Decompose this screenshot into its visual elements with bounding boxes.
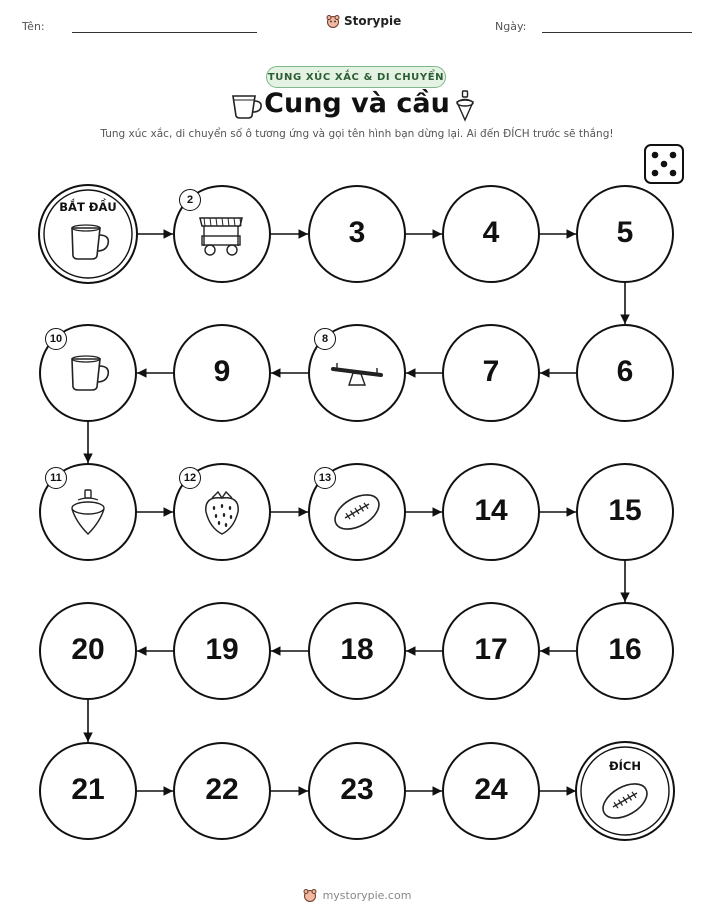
board-cell-25[interactable] — [576, 742, 674, 840]
cell-number: 14 — [474, 494, 508, 527]
cell-number-badge: 12 — [179, 467, 201, 489]
cell-number: 21 — [71, 773, 105, 806]
cell-number: 6 — [616, 355, 634, 388]
cell-number: 20 — [71, 633, 105, 666]
finish-label: ĐÍCH — [609, 759, 641, 773]
instructions: Tung xúc xắc, di chuyển số ô tương ứng và gọi tên hình bạn dừng lại. Ai đến ĐÍCH trước sẽ thắng! — [100, 128, 614, 140]
cell-number: 16 — [608, 633, 642, 666]
cell-number: 22 — [205, 773, 239, 806]
cell-number: 24 — [474, 773, 508, 806]
cell-number: 7 — [482, 355, 500, 388]
cell-number-badge: 2 — [179, 189, 201, 211]
cell-number: 3 — [348, 216, 366, 249]
date-label: Ngày: — [495, 20, 527, 33]
activity-badge: TUNG XÚC XẮC & DI CHUYỂN — [266, 66, 446, 88]
mascot-icon — [303, 888, 317, 902]
cell-number-badge: 10 — [45, 328, 67, 350]
page-title: Cung và cầu — [264, 88, 450, 119]
footer — [0, 888, 714, 902]
start-label: BẮT ĐẦU — [59, 200, 117, 214]
footer-url[interactable]: mystorypie.com — [322, 888, 412, 902]
cell-number-badge: 13 — [314, 467, 336, 489]
cell-number: 5 — [616, 216, 634, 249]
cell-number: 9 — [213, 355, 231, 388]
brand-name: Storypie — [344, 14, 402, 28]
cell-number-badge: 8 — [314, 328, 336, 350]
cell-number: 17 — [474, 633, 508, 666]
cell-number: 15 — [608, 494, 642, 527]
cell-number: 18 — [340, 633, 374, 666]
cell-number-badge: 11 — [45, 467, 67, 489]
cell-number: 23 — [340, 773, 374, 806]
cell-number: 19 — [205, 633, 239, 666]
cell-number: 4 — [482, 216, 500, 249]
name-label: Tên: — [22, 20, 45, 33]
